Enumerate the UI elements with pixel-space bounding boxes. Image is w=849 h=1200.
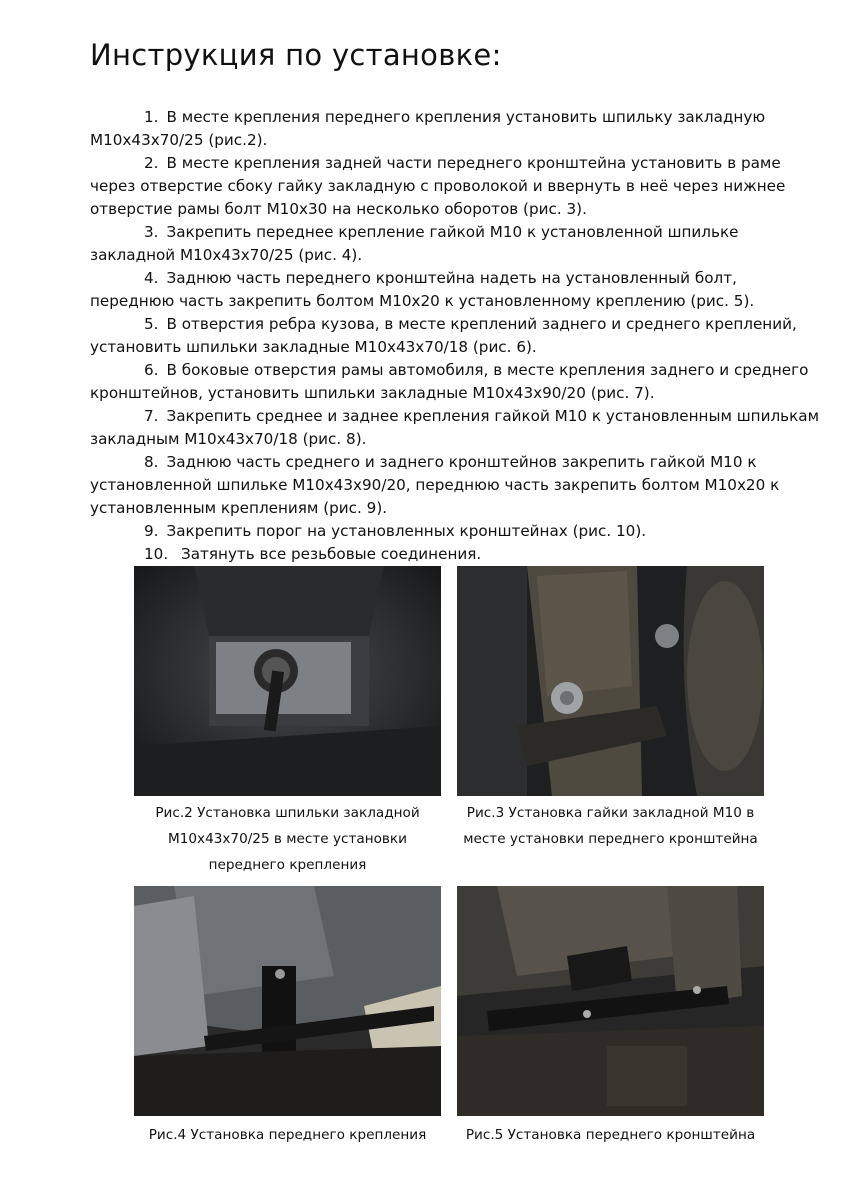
- figure-4-caption: [134, 1122, 441, 1148]
- step-number: 8.: [144, 453, 159, 471]
- figure-3-photo: [457, 566, 764, 796]
- list-item: [90, 267, 820, 313]
- step-number: 6.: [144, 361, 159, 379]
- figure-5-caption: [457, 1122, 764, 1148]
- caption-line: М10х43х70/25 в месте установки: [168, 831, 407, 847]
- list-item: [90, 451, 820, 520]
- step-text: Заднюю часть среднего и заднего кронштейнов закрепить гайкой М10 к установленной шпильке М10х43х90/20, переднюю часть закрепить болтом М10х20 к установленным креплениям (рис. 9).: [90, 453, 780, 517]
- step-text: Закрепить среднее и заднее крепления гайкой М10 к установленным шпилькам закладным М10х43х70/18 (рис. 8).: [90, 407, 820, 448]
- step-text: В отверстия ребра кузова, в месте креплений заднего и среднего креплений, установить шпильки закладные М10х43х70/18 (рис. 6).: [90, 315, 797, 356]
- list-item: [90, 543, 820, 566]
- list-item: [90, 106, 820, 152]
- figure-2-photo: [134, 566, 441, 796]
- page-title: Инструкция по установке:: [90, 38, 502, 72]
- list-item: [90, 359, 820, 405]
- step-number: 1.: [144, 108, 159, 126]
- caption-line: Рис.3 Установка гайки закладной М10 в: [466, 805, 755, 821]
- list-item: [90, 405, 820, 451]
- instruction-list: [90, 106, 820, 566]
- list-item: [90, 221, 820, 267]
- caption-line: месте установки переднего кронштейна: [463, 831, 758, 847]
- caption-line: Рис.2 Установка шпильки закладной: [155, 805, 420, 821]
- caption-line: Рис.5 Установка переднего кронштейна: [465, 1127, 756, 1143]
- step-text: В боковые отверстия рамы автомобиля, в месте крепления заднего и среднего кронштейнов, установить шпильки закладные М10х43х90/20 (рис. 7).: [90, 361, 809, 402]
- step-number: 4.: [144, 269, 159, 287]
- step-text: В месте крепления переднего крепления установить шпильку закладную М10х43х70/25 (рис.2).: [90, 108, 766, 149]
- caption-line: Рис.4 Установка переднего крепления: [148, 1127, 427, 1143]
- step-number: 10.: [144, 545, 169, 563]
- list-item: [90, 520, 820, 543]
- figure-4-photo: [134, 886, 441, 1116]
- figure-2-caption: [134, 800, 441, 878]
- step-number: 2.: [144, 154, 159, 172]
- step-number: 9.: [144, 522, 159, 540]
- step-text: В месте крепления задней части переднего кронштейна установить в раме через отверстие сбоку гайку закладную с проволокой и ввернуть в неё через нижнее отверстие рамы болт М10х30 на несколько оборотов (рис. 3).: [90, 154, 786, 218]
- step-number: 5.: [144, 315, 159, 333]
- step-number: 7.: [144, 407, 159, 425]
- list-item: [90, 152, 820, 221]
- step-text: Заднюю часть переднего кронштейна надеть на установленный болт, переднюю часть закрепить болтом М10х20 к установленному креплению (рис. 5).: [90, 269, 755, 310]
- step-text: Затянуть все резьбовые соединения.: [176, 545, 482, 563]
- list-item: [90, 313, 820, 359]
- figure-3-caption: [457, 800, 764, 852]
- step-number: 3.: [144, 223, 159, 241]
- figure-5-photo: [457, 886, 764, 1116]
- step-text: Закрепить переднее крепление гайкой М10 к установленной шпильке закладной М10х43х70/25 (рис. 4).: [90, 223, 739, 264]
- caption-line: переднего крепления: [208, 857, 367, 873]
- step-text: Закрепить порог на установленных кронштейнах (рис. 10).: [166, 522, 647, 540]
